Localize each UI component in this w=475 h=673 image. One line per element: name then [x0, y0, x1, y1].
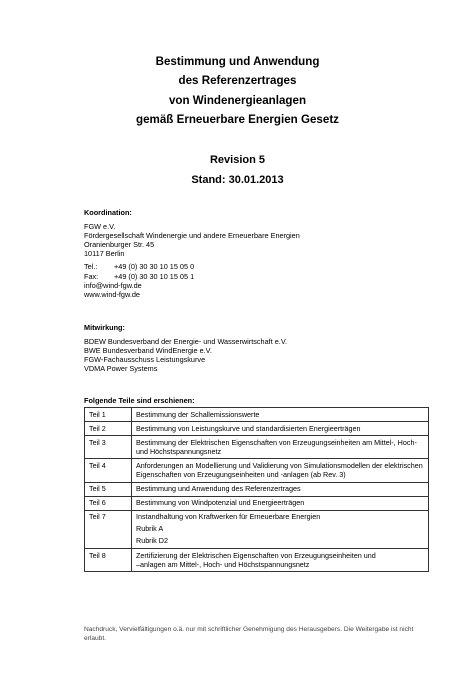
org-full-name: Fördergesellschaft Windenergie und andere Erneuerbare Energien — [84, 230, 300, 240]
rubrik-label: Rubrik D2 — [136, 536, 168, 546]
table-row — [85, 459, 429, 482]
fax-number: +49 (0) 30 30 10 15 05 1 — [114, 271, 195, 281]
org-name: FGW e.V. — [84, 221, 116, 231]
mitwirkung-item: BWE Bundesverband WindEnergie e.V. — [84, 345, 212, 355]
email-link[interactable]: info@wind-fgw.de — [84, 280, 142, 290]
teil-number: Teil 4 — [85, 459, 132, 482]
mitwirkung-item: BDEW Bundesverband der Energie- und Wasserwirtschaft e.V. — [84, 336, 288, 346]
city-address: 10117 Berlin — [84, 249, 125, 259]
teil-number: Teil 8 — [85, 549, 132, 572]
table-row — [85, 510, 429, 548]
teil-number: Teil 2 — [85, 422, 132, 436]
table-row — [85, 422, 429, 436]
teile-table — [84, 407, 429, 572]
table-row — [85, 482, 429, 496]
teil-number: Teil 3 — [85, 436, 132, 459]
koordination-section — [84, 208, 414, 299]
phone-line — [84, 262, 414, 271]
copyright-notice: Nachdruck, Vervielfältigungen o.ä. nur mit schriftlicher Genehmigung des Herausgebers. Die Weitergabe ist nicht erlaubt. — [84, 626, 414, 642]
teil-title-continued: –anlagen am Mittel-, Hoch- und Höchstspannungsnetz — [136, 559, 310, 569]
stand-date: Stand: 30.01.2013 — [191, 173, 284, 186]
table-row — [85, 549, 429, 572]
mitwirkung-item: FGW-Fachausschuss Leistungskurve — [84, 354, 206, 364]
teil-number: Teil 6 — [85, 496, 132, 510]
phone-number: +49 (0) 30 30 10 15 05 0 — [114, 262, 195, 272]
teil-title: Zertifizierung der Elektrischen Eigenschaften von Erzeugungseinheiten und — [136, 550, 376, 560]
title-line: gemäß Erneuerbare Energien Gesetz — [136, 113, 339, 127]
website-link[interactable]: www.wind-fgw.de — [84, 289, 140, 299]
revision-block — [0, 151, 475, 190]
fax-label: Fax: — [84, 271, 99, 281]
table-row — [85, 408, 429, 422]
phone-label: Tel.: — [84, 262, 98, 272]
mitwirkung-heading: Mitwirkung: — [84, 323, 125, 332]
table-row — [85, 496, 429, 510]
teil-title: Anforderungen an Modellierung und Validierung von Simulationsmodellen der elektrischen Eigenschaften von Erzeugungseinheiten und -anlagen (ab Rev. 3) — [132, 459, 429, 482]
teil-title: Bestimmung von Leistungskurve und standardisierten Energieerträgen — [132, 422, 429, 436]
teil-title: Bestimmung der Elektrischen Eigenschaften von Erzeugungseinheiten am Mittel-, Hoch- und Höchstspannungsnetz — [132, 436, 429, 459]
street-address: Oranienburger Str. 45 — [84, 239, 155, 249]
title-line: Bestimmung und Anwendung — [155, 55, 320, 68]
teil-title: Instandhaltung von Kraftwerken für Erneuerbare Energien — [136, 512, 321, 522]
teil-number: Teil 1 — [85, 408, 132, 422]
title-line: von Windenergieanlagen — [168, 93, 307, 107]
koordination-heading: Koordination: — [84, 208, 132, 217]
document-title — [0, 52, 475, 130]
teil-cell — [132, 549, 429, 572]
teil-title: Bestimmung und Anwendung des Referenzertrages — [132, 482, 429, 496]
mitwirkung-section — [84, 323, 414, 373]
table-row — [85, 436, 429, 459]
teil-cell — [132, 510, 429, 548]
teil-title: Bestimmung der Schallemissionswerte — [132, 408, 429, 422]
fax-line — [84, 272, 414, 281]
teil-number: Teil 7 — [85, 510, 132, 548]
teil-number: Teil 5 — [85, 482, 132, 496]
revision-label: Revision 5 — [209, 154, 266, 166]
teile-heading: Folgende Teile sind erschienen: — [84, 396, 195, 405]
rubrik-label: Rubrik A — [136, 524, 164, 534]
title-line: des Referenzertrages — [178, 74, 297, 88]
mitwirkung-item: VDMA Power Systems — [84, 364, 158, 374]
teil-title: Bestimmung von Windpotenzial und Energieerträgen — [132, 496, 429, 510]
